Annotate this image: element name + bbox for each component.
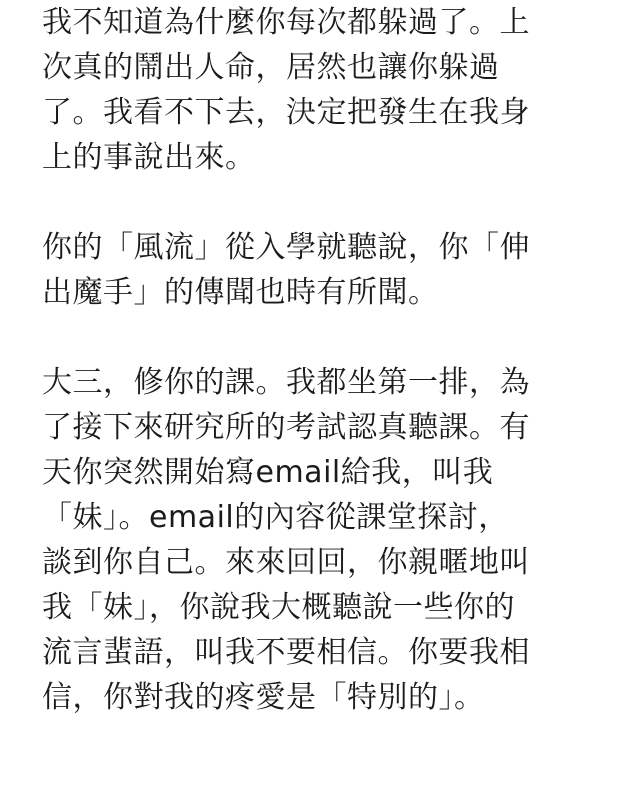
text-line: 出魔手」的傳聞也時有所聞。 bbox=[42, 275, 439, 310]
post-text bbox=[42, 0, 622, 720]
text-line: 了接下來研究所的考試認真聽課。有 bbox=[42, 410, 530, 445]
paragraph-2 bbox=[42, 225, 622, 315]
text-line: 了。我看不下去，決定把發生在我身 bbox=[42, 95, 530, 130]
paragraph-1 bbox=[42, 0, 622, 180]
text-line: 信，你對我的疼愛是「特別的」。 bbox=[42, 680, 485, 715]
text-line: 次真的鬧出人命，居然也讓你躲過 bbox=[42, 50, 500, 85]
paragraph-3 bbox=[42, 360, 622, 720]
text-line: 我不知道為什麼你每次都躲過了。上 bbox=[42, 5, 530, 40]
text-line: 我「妹」，你說我大概聽說一些你的 bbox=[42, 590, 515, 625]
text-line: 你的「風流」從入學就聽說，你「伸 bbox=[42, 230, 530, 265]
text-line: 上的事說出來。 bbox=[42, 140, 256, 175]
text-line: 「妹」。email的內容從課堂探討， bbox=[42, 500, 509, 535]
text-line: 流言蜚語，叫我不要相信。你要我相 bbox=[42, 635, 530, 670]
text-line: 天你突然開始寫email給我，叫我 bbox=[42, 455, 494, 490]
text-line: 大三，修你的課。我都坐第一排，為 bbox=[42, 365, 530, 400]
text-line: 談到你自己。來來回回，你親暱地叫 bbox=[42, 545, 530, 580]
